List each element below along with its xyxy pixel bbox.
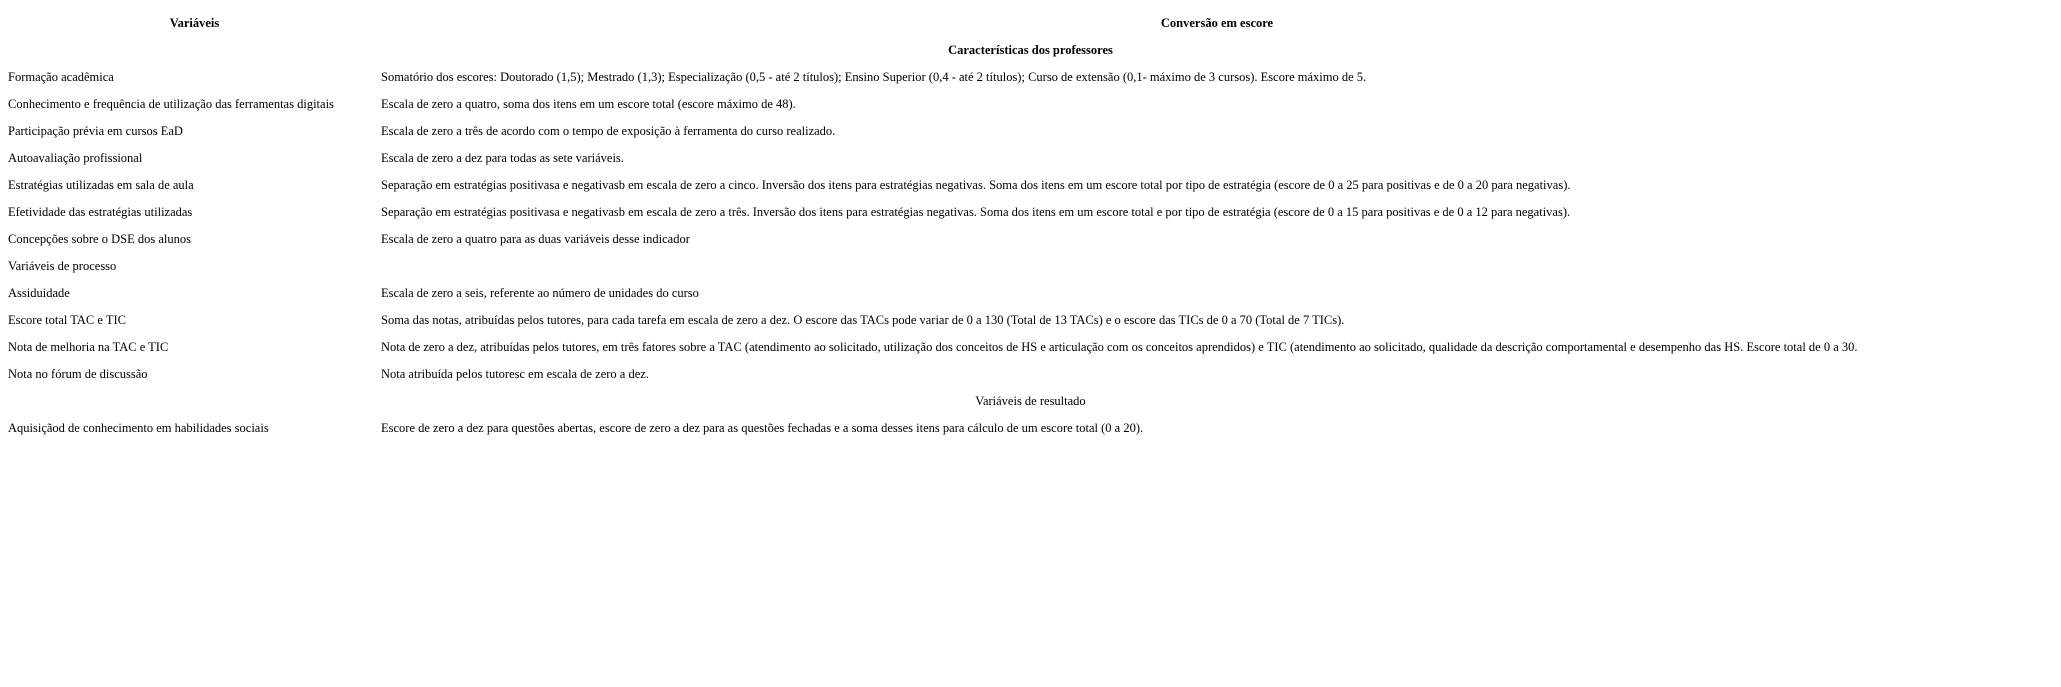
- conversion-cell: Separação em estratégias positivasa e negativasb em escala de zero a cinco. Inversão dos itens para estratégias negativas. Soma dos itens em um escore total por tipo de estratégia (escore de 0 a 25 para positivas e de 0 a 20 para negativas).: [381, 178, 1571, 193]
- conversion-cell: Escala de zero a quatro para as duas variáveis desse indicador: [381, 232, 690, 247]
- table-row: [8, 226, 2053, 253]
- conversion-cell: Nota de zero a dez, atribuídas pelos tutores, em três fatores sobre a TAC (atendimento ao solicitado, utilização dos conceitos de HS e articulação com os conceitos aprendidos) e TIC (atendimento ao solicitado, qualidade da descrição comportamental e desempenho das HS. Escore total de 0 a 30.: [381, 340, 1858, 355]
- conversion-cell: Escala de zero a quatro, soma dos itens em um escore total (escore máximo de 48).: [381, 97, 796, 112]
- variable-cell: Nota no fórum de discussão: [8, 367, 148, 382]
- variable-cell: Aquisiçãod de conhecimento em habilidades sociais: [8, 421, 269, 436]
- conversion-cell: Nota atribuída pelos tutoresc em escala de zero a dez.: [381, 367, 649, 382]
- variable-cell: Conhecimento e frequência de utilização das ferramentas digitais: [8, 97, 334, 112]
- variable-cell: Estratégias utilizadas em sala de aula: [8, 178, 194, 193]
- variable-cell: Assiduidade: [8, 286, 70, 301]
- variable-cell: Escore total TAC e TIC: [8, 313, 126, 328]
- variable-cell: Variáveis de processo: [8, 259, 117, 274]
- section-title: Características dos professores: [948, 43, 1113, 58]
- table-row: [8, 307, 2053, 334]
- table-row: [8, 199, 2053, 226]
- variable-cell: Efetividade das estratégias utilizadas: [8, 205, 193, 220]
- header-score-conversion: Conversão em escore: [1160, 16, 1274, 31]
- table-row: [8, 172, 2053, 199]
- variable-cell: Nota de melhoria na TAC e TIC: [8, 340, 169, 355]
- table-row: [8, 145, 2053, 172]
- variable-cell: Autoavaliação profissional: [8, 151, 143, 166]
- variable-cell: Concepções sobre o DSE dos alunos: [8, 232, 191, 247]
- conversion-cell: Escala de zero a seis, referente ao número de unidades do curso: [381, 286, 699, 301]
- section-row: [8, 388, 2053, 415]
- table-row: [8, 280, 2053, 307]
- variable-cell: Formação acadêmica: [8, 70, 114, 85]
- variable-cell: Participação prévia em cursos EaD: [8, 124, 183, 139]
- conversion-cell: Escore de zero a dez para questões abertas, escore de zero a dez para as questões fechadas e a soma desses itens para cálculo de um escore total (0 a 20).: [381, 421, 1144, 436]
- table-row: [8, 334, 2053, 361]
- section-title: Variáveis de resultado: [975, 394, 1086, 409]
- table-row: [8, 253, 2053, 280]
- conversion-cell: Separação em estratégias positivasa e negativasb em escala de zero a três. Inversão dos itens para estratégias negativas. Soma dos itens em um escore total e por tipo de estratégia (escore de 0 a 15 para positivas e de 0 a 12 para negativas).: [381, 205, 1571, 220]
- header-row: [8, 10, 2053, 37]
- table-row: [8, 415, 2053, 442]
- section-row: [8, 37, 2053, 64]
- conversion-cell: Soma das notas, atribuídas pelos tutores, para cada tarefa em escala de zero a dez. O escore das TACs pode variar de 0 a 130 (Total de 13 TACs) e o escore das TICs de 0 a 70 (Total de 7 TICs).: [381, 313, 1345, 328]
- table-body: [8, 37, 2053, 442]
- conversion-cell: Somatório dos escores: Doutorado (1,5); Mestrado (1,3); Especialização (0,5 - até 2 títulos); Ensino Superior (0,4 - até 2 títulos); Curso de extensão (0,1- máximo de 3 cursos). Escore máximo de 5.: [381, 70, 1367, 85]
- table-row: [8, 118, 2053, 145]
- table-row: [8, 91, 2053, 118]
- score-conversion-table: [8, 10, 2053, 442]
- conversion-cell: [381, 253, 2053, 280]
- conversion-cell: Escala de zero a três de acordo com o tempo de exposição à ferramenta do curso realizado.: [381, 124, 836, 139]
- conversion-cell: Escala de zero a dez para todas as sete variáveis.: [381, 151, 624, 166]
- table-row: [8, 361, 2053, 388]
- table-row: [8, 64, 2053, 91]
- header-variables: Variáveis: [169, 16, 220, 31]
